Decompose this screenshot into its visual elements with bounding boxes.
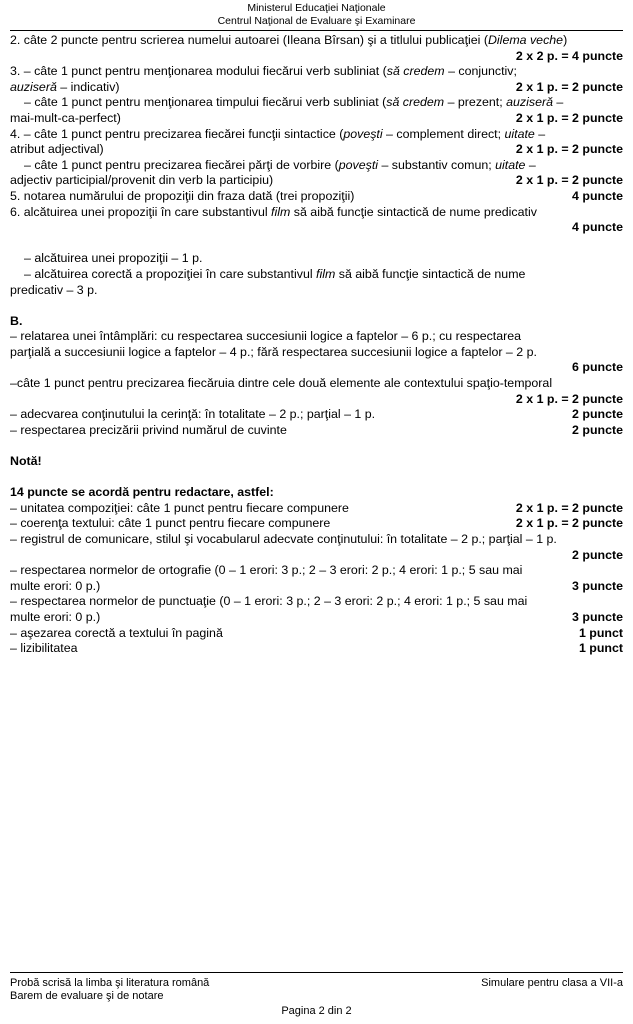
note-asezare-row <box>10 626 623 642</box>
item-4-word-4: uitate <box>495 157 526 172</box>
section-b-score-1: 6 puncte <box>572 360 623 375</box>
item-5-text: 5. notarea numărului de propoziţii din fraza dată (trei propoziţii) <box>10 188 355 203</box>
section-b-line-4: – adecvarea conţinutului la cerinţă: în totalitate – 2 p.; parţial – 1 p. <box>10 407 376 422</box>
note-row-score: 2 x 1 p. = 2 puncte <box>515 500 623 515</box>
item-3-score-1: 2 x 1 p. = 2 puncte <box>515 79 623 94</box>
header-ministry: Ministerul Educaţiei Naţionale <box>247 2 386 14</box>
note-ortografie-line-2: multe erori: 0 p.) <box>10 578 101 593</box>
item-4-line-3-c: – <box>525 157 536 172</box>
note-gap-top <box>10 438 623 454</box>
item-4-word-3: poveşti <box>338 157 379 172</box>
section-b-line-2: parţială a succesiunii logice a faptelor – 4 p.; fără respectarea succesiunii logice a faptelor – 2 p. <box>10 344 537 359</box>
item-3-verb-3: să credem <box>386 95 445 110</box>
item-2-publication-title: Dilema veche <box>487 33 564 47</box>
section-b-line-1: – relatarea unei întâmplări: cu respectarea succesiunii logice a faptelor – 6 p.; cu respectarea <box>10 329 522 344</box>
section-b-gap <box>10 298 623 314</box>
section-b-line-3: –câte 1 punct pentru precizarea fiecăruia dintre cele două elemente ale contextului spaţio-temporal <box>10 376 553 391</box>
document-header <box>10 0 623 27</box>
footer-left <box>10 977 209 1004</box>
item-6-noun-1: film <box>271 204 291 219</box>
item-3-line-1-a: 3. – câte 1 punct pentru menţionarea modului fiecărui verb subliniat ( <box>10 64 387 79</box>
item-3-line-2-row <box>10 80 623 96</box>
note-gap-mid <box>10 470 623 486</box>
note-asezare-line: – aşezarea corectă a textului în pagină <box>10 625 223 640</box>
item-4-line-1-b: – complement direct; <box>382 126 505 141</box>
note-ortografie-score: 3 puncte <box>572 578 623 593</box>
footer-columns <box>10 977 623 1004</box>
section-b-score-2: 2 x 1 p. = 2 puncte <box>515 391 623 406</box>
note-row-text: – coerenţa textului: câte 1 punct pentru fiecare compunere <box>10 516 331 531</box>
item-6-gap <box>10 236 623 252</box>
item-4-word-2: uitate <box>504 126 535 141</box>
note-row-text: – unitatea compoziţiei: câte 1 punct pentru fiecare compunere <box>10 500 349 515</box>
footer-page-number: Pagina 2 din 2 <box>281 1004 352 1017</box>
item-2-text-b: ) <box>563 33 568 47</box>
item-6-noun-2: film <box>316 266 336 281</box>
item-3-verb-4: auziseră <box>506 95 553 110</box>
item-6-sub-2-line-2: predicativ – 3 p. <box>10 282 98 297</box>
note-heading: Notă! <box>10 454 42 469</box>
note-row <box>10 516 623 532</box>
item-3-line-2-b: – indicativ) <box>56 79 120 94</box>
item-6-line-1-a: 6. alcătuirea unei propoziţii în care substantivul <box>10 204 272 219</box>
item-4-line-3-b: – substantiv comun; <box>378 157 496 172</box>
item-2-text <box>10 33 623 49</box>
note-lizibilitate-row <box>10 641 623 657</box>
item-3-line-3 <box>10 95 623 111</box>
item-6-sub-2-a: – alcătuirea corectă a propoziţiei în care substantivul <box>24 266 317 281</box>
section-b-line-4-row <box>10 407 623 423</box>
note-lizibilitate-score: 1 punct <box>578 641 623 656</box>
item-4-line-2-row <box>10 142 623 158</box>
note-lizibilitate-line: – lizibilitatea <box>10 641 78 656</box>
item-3-line-3-b: – prezent; <box>444 95 507 110</box>
item-4-score-1: 2 x 1 p. = 2 puncte <box>515 142 623 157</box>
note-punctuatie-line-1: – respectarea normelor de punctuaţie (0 – 1 erori: 3 p.; 2 – 3 erori: 2 p.; 4 erori: 1 p.; 5 sau mai <box>10 594 528 609</box>
footer-exam-line: Simulare pentru clasa a VII-a <box>481 976 623 989</box>
note-ortografie-line-1: – respectarea normelor de ortografie (0 – 1 erori: 3 p.; 2 – 3 erori: 2 p.; 4 erori: 1 p.; 5 sau mai <box>10 563 523 578</box>
item-4-line-4-row <box>10 173 623 189</box>
footer-subject-line: Probă scrisă la limba şi literatura română <box>10 976 210 989</box>
item-4-line-1 <box>10 127 623 143</box>
footer-right <box>481 977 623 991</box>
item-3-line-3-a: – câte 1 punct pentru menţionarea timpului fiecărui verb subliniat ( <box>24 95 387 110</box>
item-6-score: 4 puncte <box>572 220 623 235</box>
note-punctuatie-line-2: multe erori: 0 p.) <box>10 609 101 624</box>
item-4-line-3 <box>10 158 623 174</box>
section-b-heading: B. <box>10 313 23 328</box>
note-asezare-score: 1 punct <box>578 625 623 640</box>
item-4-line-4: adjectiv participial/provenit din verb la participiu) <box>10 173 274 188</box>
item-3-score-2: 2 x 1 p. = 2 puncte <box>515 110 623 125</box>
note-punctuatie-line-2-row <box>10 610 623 626</box>
note-row <box>10 501 623 517</box>
footer-barem-line: Barem de evaluare şi de notare <box>10 990 164 1002</box>
item-6-line-1-b: să aibă funcţie sintactică de nume predicativ <box>290 204 537 219</box>
note-register-score: 2 puncte <box>572 547 623 562</box>
item-3-line-4-row <box>10 111 623 127</box>
section-b-line-5: – respectarea precizării privind numărul de cuvinte <box>10 422 287 437</box>
item-4-line-3-a: – câte 1 punct pentru precizarea fiecărei părţi de vorbire ( <box>24 157 339 172</box>
note-subheading: 14 puncte se acordă pentru redactare, astfel: <box>10 485 274 500</box>
item-5-score: 4 puncte <box>572 188 623 203</box>
item-2-text-a: 2. câte 2 puncte pentru scrierea numelui autoarei (Ileana Bîrsan) şi a titlului publicaţiei ( <box>10 33 488 47</box>
item-6-sub-2-b: să aibă funcţie sintactică de nume <box>335 266 526 281</box>
note-row-score: 2 x 1 p. = 2 puncte <box>515 516 623 531</box>
section-b-score-3: 2 puncte <box>572 407 623 422</box>
grading-content <box>10 31 623 657</box>
item-6-sub-1: – alcătuirea unei propoziţii – 1 p. <box>24 251 203 266</box>
item-3-line-4: mai-mult-ca-perfect) <box>10 110 121 125</box>
section-b-line-5-row <box>10 423 623 439</box>
item-4-line-1-c: – <box>534 126 546 141</box>
document-footer <box>10 972 623 1019</box>
item-3-line-1-b: – conjunctiv; <box>444 64 517 79</box>
item-3-line-3-c: – <box>552 95 564 110</box>
item-5-row <box>10 189 623 205</box>
item-3-verb-1: să credem <box>386 64 445 79</box>
section-b-score-4: 2 puncte <box>572 422 623 437</box>
note-punctuatie-score: 3 puncte <box>572 609 623 624</box>
item-2-score: 2 x 2 p. = 4 puncte <box>515 48 623 63</box>
item-4-line-1-a: 4. – câte 1 punct pentru precizarea fiecărei funcţii sintactice ( <box>10 126 344 141</box>
header-center: Centrul Naţional de Evaluare şi Examinare <box>217 14 416 27</box>
footer-divider <box>10 972 623 973</box>
item-4-line-2: atribut adjectival) <box>10 142 104 157</box>
item-4-score-2: 2 x 1 p. = 2 puncte <box>515 173 623 188</box>
item-3-verb-2: auziseră <box>10 79 57 94</box>
note-register-line: – registrul de comunicare, stilul şi vocabularul adecvate conţinutului: în totalitate – 2 p.; parţial – 1 p. <box>10 532 557 546</box>
item-6-sub-2 <box>10 267 623 283</box>
item-6-line-1 <box>10 205 623 221</box>
item-3-line-1 <box>10 64 623 80</box>
item-3-line-2 <box>10 80 120 96</box>
item-4-word-1: poveşti <box>343 126 383 141</box>
note-ortografie-line-2-row <box>10 579 623 595</box>
